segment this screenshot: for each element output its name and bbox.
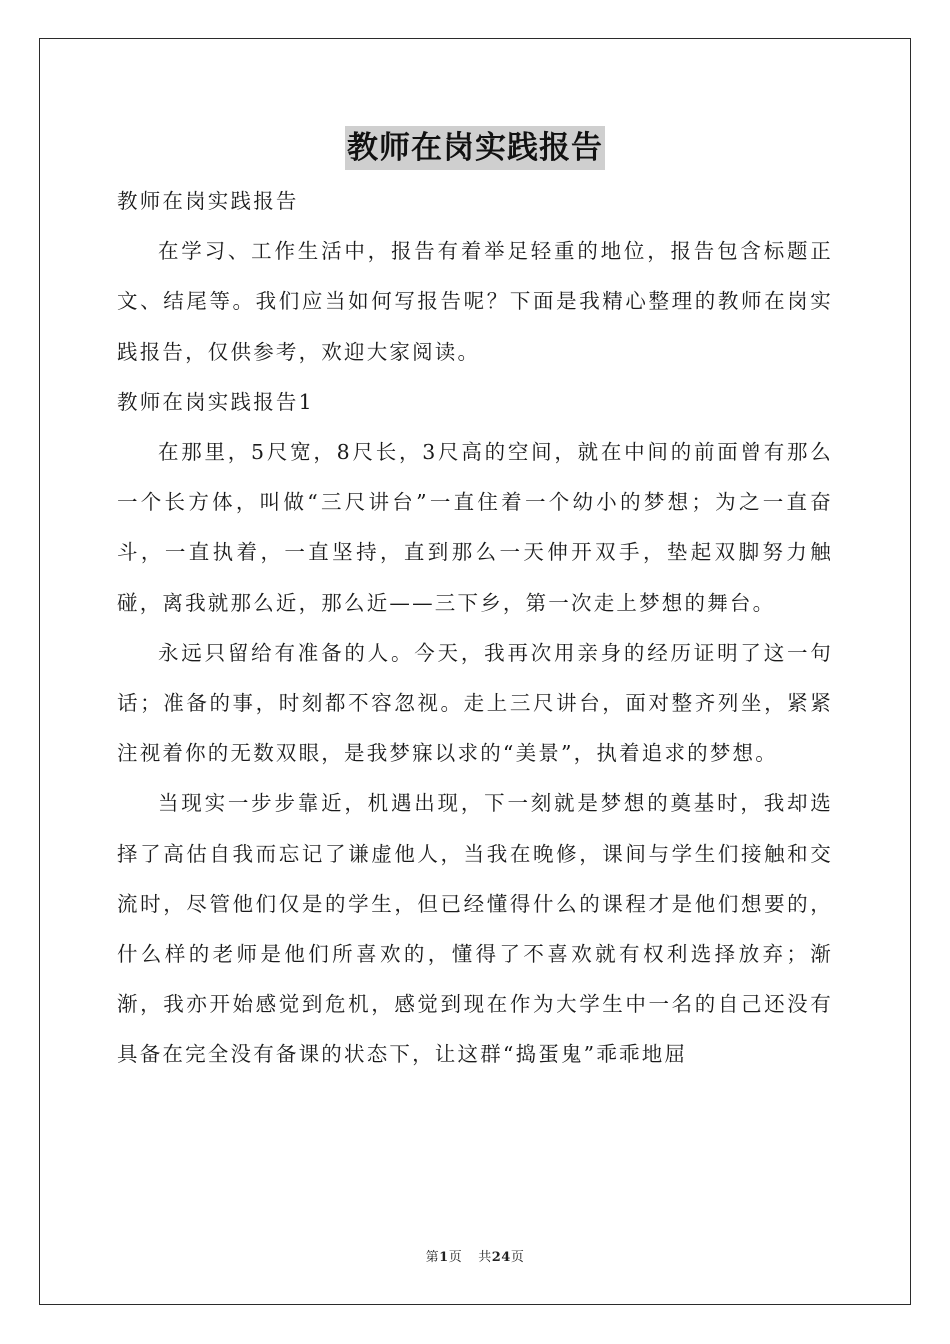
section-heading: 教师在岗实践报告1 [117,389,314,414]
page-total: 24 [491,1250,511,1265]
total-suffix: 页 [510,1250,525,1265]
body-paragraph: 当现实一步步靠近，机遇出现，下一刻就是梦想的奠基时，我却选择了高估自我而忘记了谦虚他人，当我在晚修，课间与学生们接触和交流时，尽管他们仅是的学生，但已经懂得什么的课程才是他们想要的，什么样的老师是他们所喜欢的，懂得了不喜欢就有权利选择放弃；渐渐，我亦开始感觉到危机，感觉到现在作为大学生中一名的自己还没有具备在完全没有备课的状态下，让这群“捣蛋鬼”乖乖地屈 [117,791,833,1067]
subtitle-paragraph: 教师在岗实践报告 [117,189,299,213]
body-paragraph: 永远只留给有准备的人。今天，我再次用亲身的经历证明了这一句话；准备的事，时刻都不容忽视。走上三尺讲台，面对整齐列坐，紧紧注视着你的无数双眼，是我梦寐以求的“美景”，执着追求的梦想。 [117,640,833,766]
total-prefix: 共 [478,1250,492,1265]
page-footer [0,1246,950,1265]
page-prefix: 第 [425,1250,440,1265]
page-suffix: 页 [448,1250,463,1265]
page-current: 1 [439,1250,449,1265]
document-body [117,176,833,1080]
title-area [0,126,950,170]
body-paragraph: 在那里，5尺宽，8尺长，3尺高的空间，就在中间的前面曾有那么一个长方体，叫做“三尺讲台”一直住着一个幼小的梦想；为之一直奋斗，一直执着，一直坚持，直到那么一天伸开双手，垫起双脚努力触碰，离我就那么近，那么近——三下乡，第一次走上梦想的舞台。 [117,440,833,615]
document-title: 教师在岗实践报告 [345,126,605,170]
intro-paragraph: 在学习、工作生活中，报告有着举足轻重的地位，报告包含标题正文、结尾等。我们应当如何写报告呢？下面是我精心整理的教师在岗实践报告，仅供参考，欢迎大家阅读。 [117,239,833,364]
